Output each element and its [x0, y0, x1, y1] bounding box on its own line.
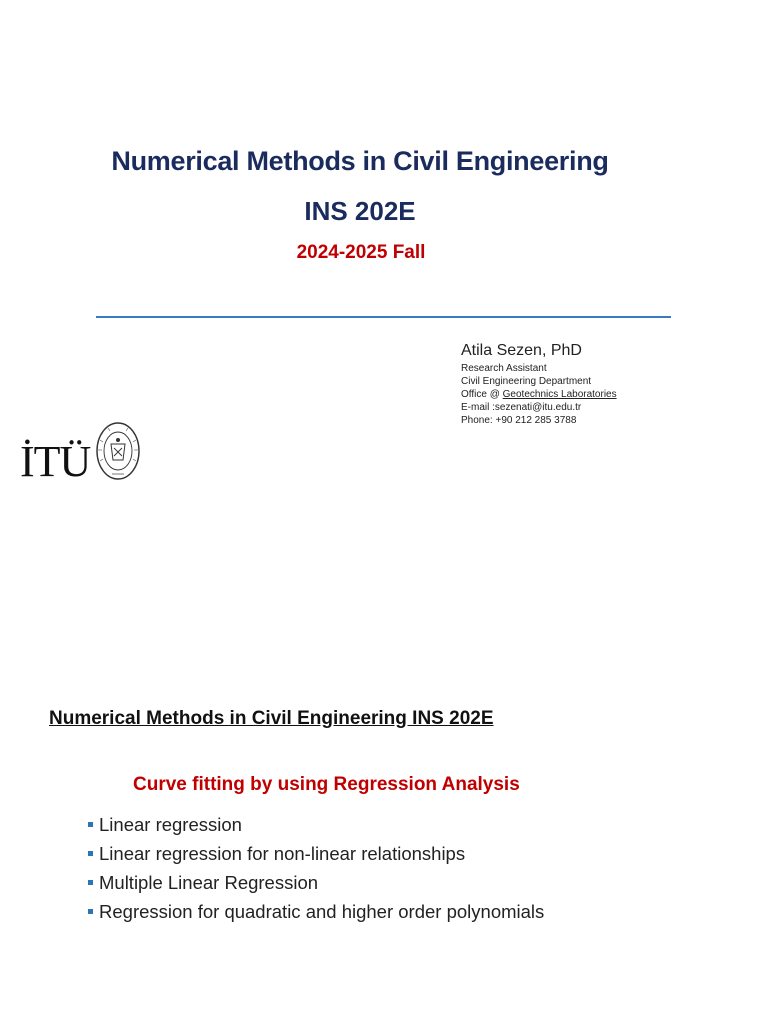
- author-block: [461, 340, 617, 427]
- list-item: [88, 839, 544, 868]
- itu-logo: [20, 418, 144, 494]
- bullet-icon: [88, 851, 93, 856]
- slide-subheading: Curve fitting by using Regression Analysis: [133, 774, 520, 795]
- office-link[interactable]: Geotechnics Laboratories: [502, 389, 617, 400]
- content-slide: [0, 660, 768, 1024]
- topic-list: [88, 810, 544, 926]
- bullet-icon: [88, 880, 93, 885]
- bullet-icon: [88, 909, 93, 914]
- office-prefix: Office @: [461, 389, 503, 400]
- list-item: [88, 897, 544, 926]
- author-name: Atila Sezen, PhD: [461, 342, 582, 359]
- slide-heading: Numerical Methods in Civil Engineering INS 202E: [49, 708, 494, 729]
- list-item-text: Linear regression for non-linear relationships: [99, 843, 466, 864]
- course-title: Numerical Methods in Civil Engineering: [111, 146, 609, 176]
- author-email: E-mail :sezenati@itu.edu.tr: [461, 402, 582, 413]
- list-item: [88, 868, 544, 897]
- list-item-text: Multiple Linear Regression: [99, 872, 319, 893]
- course-term: 2024-2025 Fall: [296, 242, 426, 263]
- list-item: [88, 810, 544, 839]
- author-department: Civil Engineering Department: [461, 376, 592, 387]
- bullet-icon: [88, 822, 93, 827]
- list-item-text: Regression for quadratic and higher order polynomials: [99, 901, 545, 922]
- title-divider: [96, 316, 671, 318]
- list-item-text: Linear regression: [99, 814, 242, 835]
- author-role: Research Assistant: [461, 363, 547, 374]
- author-phone: Phone: +90 212 285 3788: [461, 415, 577, 426]
- logo-text: İTÜ: [20, 437, 91, 486]
- university-seal-icon: [94, 420, 142, 482]
- course-code: INS 202E: [304, 196, 416, 226]
- author-office: [461, 388, 617, 401]
